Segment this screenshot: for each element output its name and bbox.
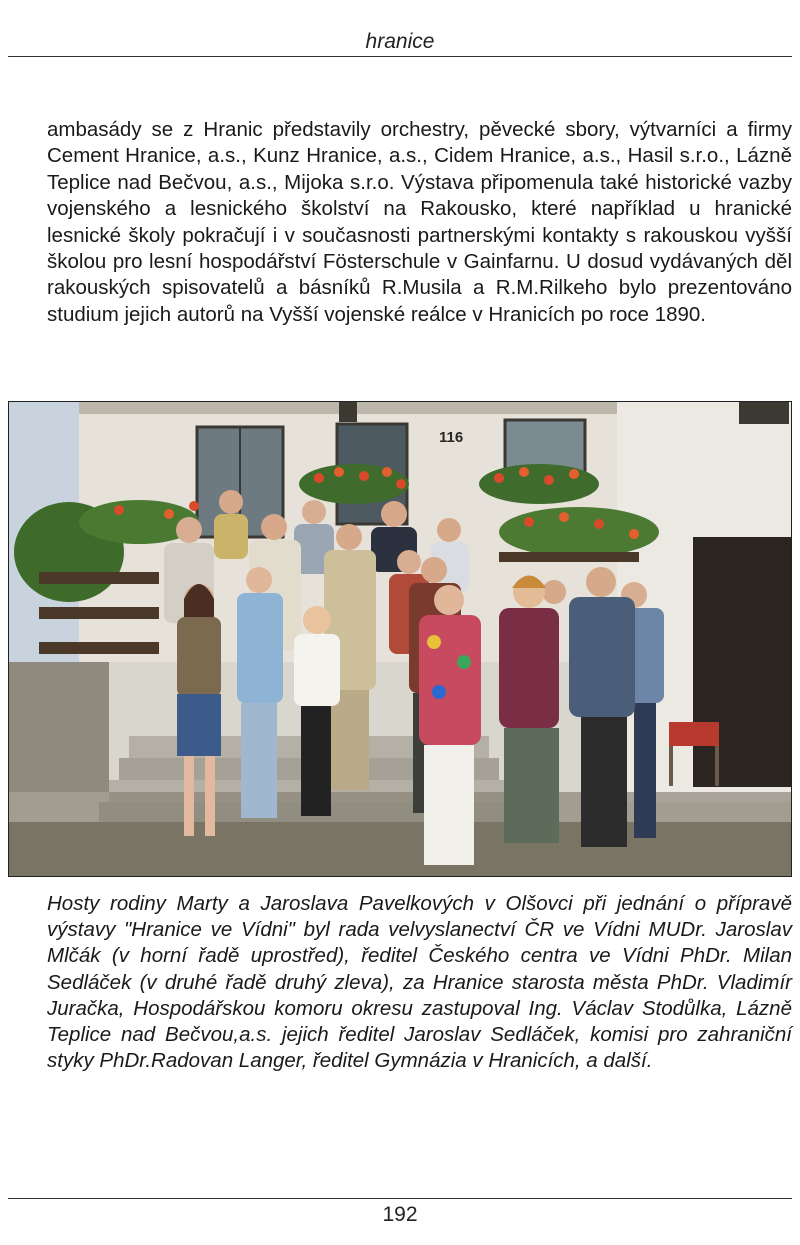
body-paragraph-text: ambasády se z Hranic představily orchestry, pěvecké sbory, výtvarníci a firmy Cement Hranice, a.s., Kunz Hranice, a.s., Cidem Hranice, a.s., Hasil s.r.o., Lázně Teplice nad Bečvou, a.s., Mijoka s.r.o. Výstava připomenula také historické vazby vojenského a lesnického školství na Rakousko, které například u hranické lesnické školy pokračují i v současnosti partnerskými kontakty s rakouskou vyšší školou pro lesní hospodářství Fösterschule v Gainfarnu. U dosud vydávaných děl rakouských spisovatelů a básníků R.Musila a R.M.Rilkeho bylo prezentováno studium jejich autorů na Vyšší vojenské reálce v Hranicích po roce 1890. (47, 118, 792, 326)
flower-box-right (479, 464, 599, 504)
header-rule (8, 56, 792, 57)
garage-door (693, 537, 792, 787)
photo-caption (47, 891, 792, 1074)
house-number: 116 (439, 429, 464, 446)
group-photo (8, 401, 792, 877)
photo-caption-text: Hosty rodiny Marty a Jaroslava Pavelkových v Olšovci při jednání o přípravě výstavy "Hranice ve Vídni" byl rada velvyslanectví ČR ve Vídni MUDr. Jaroslav Mlčák (v horní řadě uprostřed), ředitel Českého centra ve Vídni PhDr. Milan Sedláček (v druhé řadě druhý zleva), za Hranice starosta města PhDr. Vladimír Juračka, Hospodářskou komoru okresu zastupoval Ing. Václav Stodůlka, Lázně Teplice nad Bečvou,a.s. jejich ředitel Jaroslav Sedláček, komisi pro zahraniční styky PhDr.Radovan Langer, ředitel Gymnázia v Hranicích, a další. (47, 892, 792, 1073)
page-number: 192 (382, 1203, 418, 1226)
group-photo-illustration (9, 402, 792, 877)
red-table (669, 722, 719, 746)
running-header: hranice (365, 30, 435, 53)
footer-rule (8, 1198, 792, 1199)
lamp-icon (339, 402, 357, 422)
flower-box-balcony (499, 507, 659, 557)
flower-box-center (299, 464, 409, 504)
body-paragraph (47, 117, 792, 328)
